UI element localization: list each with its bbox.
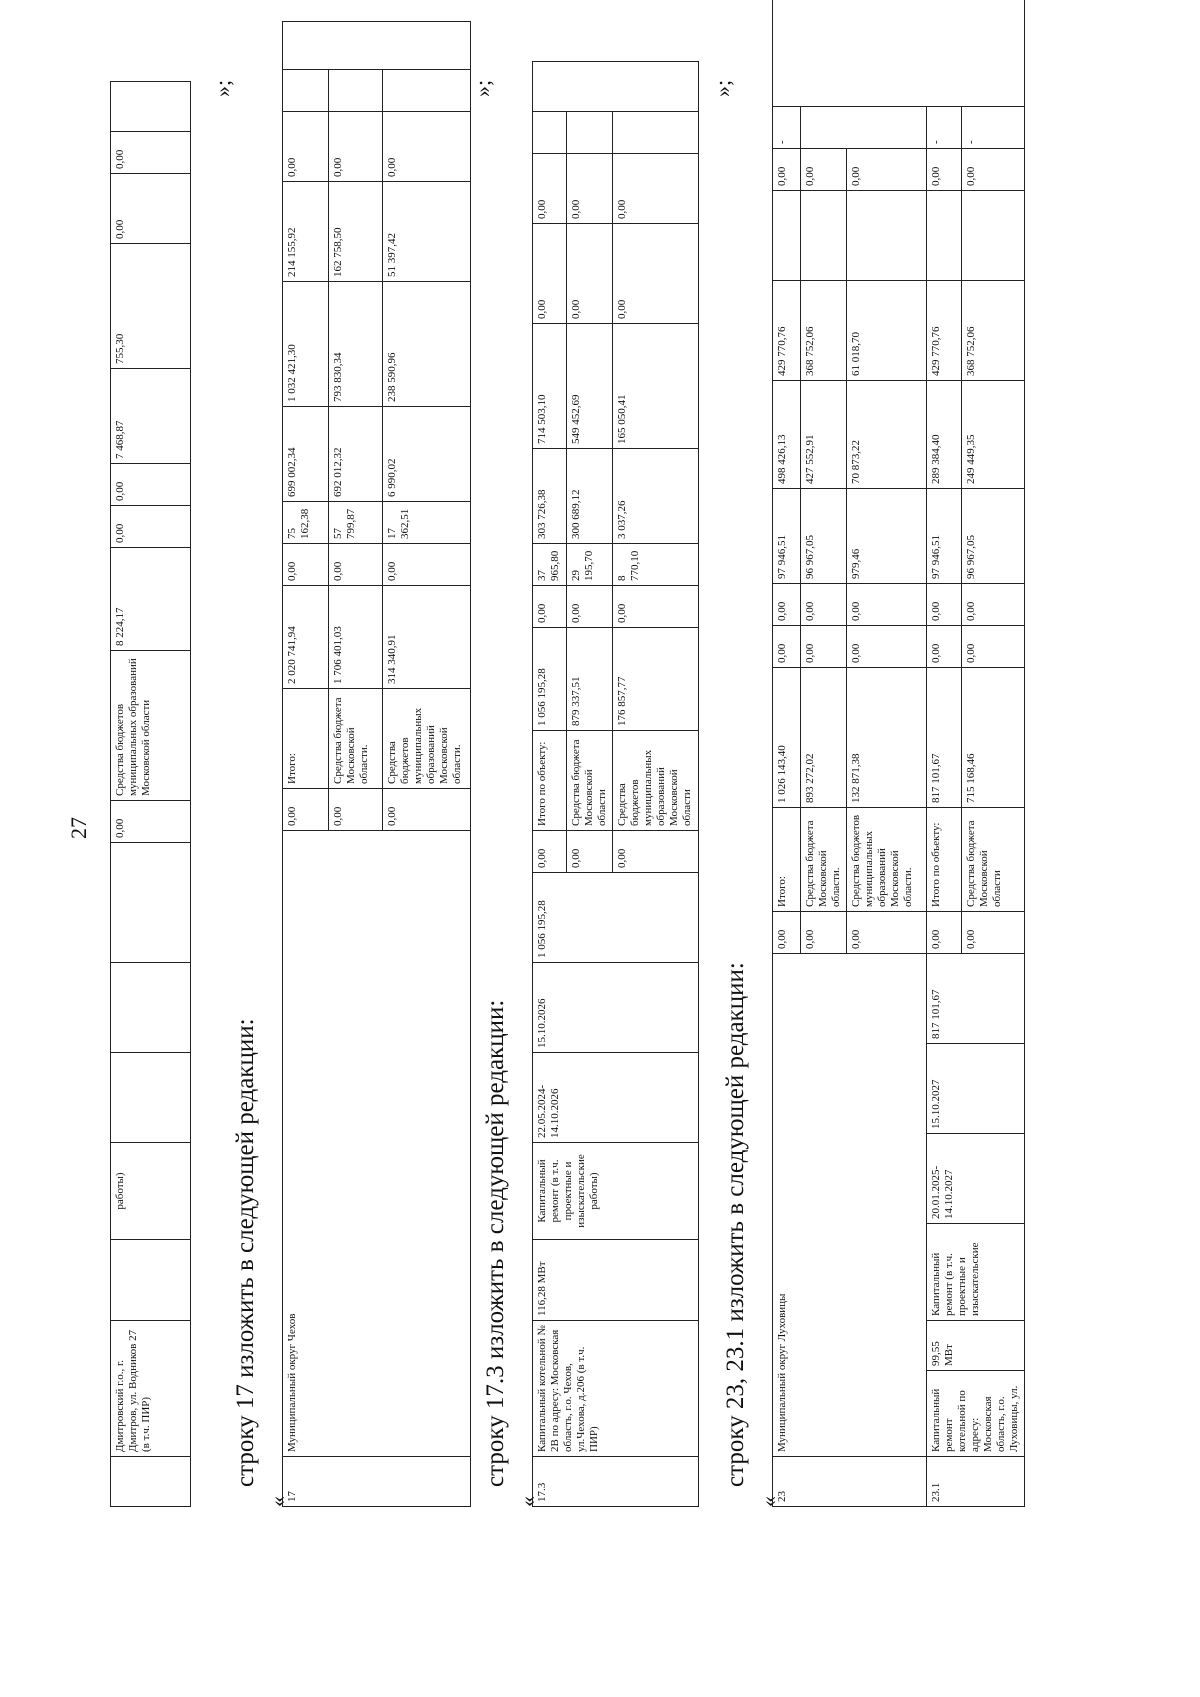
value-cell: 0,00 [847, 584, 927, 626]
row-number: 17 [283, 1457, 471, 1507]
value-cell: 0,00 [801, 584, 847, 626]
value-cell: 214 155,92 [283, 182, 329, 282]
share-cell: 0,00 [927, 912, 962, 954]
open-quote: « [756, 1496, 781, 1507]
value-cell: 498 426,13 [773, 381, 801, 489]
value-cell: 793 830,34 [329, 282, 383, 407]
share-cell: 0,00 [111, 801, 191, 843]
value-cell: 51 397,42 [383, 182, 471, 282]
dash-cell: - [962, 107, 1025, 149]
value-cell: 97 946,51 [927, 489, 962, 584]
section1-table [282, 21, 471, 1507]
source-cell: Средства бюджета Московской области. [801, 808, 847, 912]
value-cell: 0,00 [962, 584, 1025, 626]
source-cell: Итого по объекту: [927, 808, 962, 912]
work-cell: Капитальный ремонт (в т.ч. проектные и изыскательские работы) [533, 1143, 699, 1240]
value-cell: 0,00 [613, 154, 699, 224]
share-cell: 0,00 [773, 912, 801, 954]
value-cell: 0,00 [847, 626, 927, 668]
value-cell: 0,00 [567, 586, 613, 628]
value-cell: 0,00 [801, 149, 847, 191]
value-cell: 162 758,50 [329, 182, 383, 282]
value-cell: 97 946,51 [773, 489, 801, 584]
share-cell: 0,00 [847, 912, 927, 954]
deadline-cell: 15.10.2026 [533, 963, 699, 1053]
value-cell: 0,00 [773, 149, 801, 191]
value-cell: 549 452,69 [567, 324, 613, 449]
value-cell: 289 384,40 [927, 381, 962, 489]
total-cell: 132 871,38 [847, 668, 927, 808]
share-cell: 0,00 [283, 789, 329, 831]
object-cell: Капитальный котельной № 2В по адресу: Московская область, г.о. Чехов, ул.Чехова, д.206 (в т.ч. ПИР) [533, 1321, 699, 1457]
source-cell: Средства бюджетов муниципальных образований Московской области. [383, 689, 471, 789]
value-cell: 368 752,06 [962, 281, 1025, 381]
dash-cell: - [927, 107, 962, 149]
region-title: Муниципальный округ Чехов [283, 831, 471, 1457]
value-cell: 7 468,87 [111, 369, 191, 464]
value-cell: 0,00 [962, 149, 1025, 191]
value-cell: 1 032 421,30 [283, 282, 329, 407]
value-cell: 6 990,02 [383, 407, 471, 502]
section-heading: строку 17.3 изложить в следующей редакции: [482, 999, 509, 1487]
value-cell: 692 012,32 [329, 407, 383, 502]
value-cell: 3 037,26 [613, 449, 699, 544]
share-cell: 0,00 [567, 831, 613, 873]
value-cell: 0,00 [283, 544, 329, 586]
value-cell: 427 552,91 [801, 381, 847, 489]
open-quote: « [515, 1496, 540, 1507]
work-type-cell: работы) [111, 1143, 191, 1240]
value-cell: 0,00 [111, 464, 191, 506]
cost-cell: 817 101,67 [927, 954, 1025, 1044]
value-cell: 300 689,12 [567, 449, 613, 544]
value-cell: 755,30 [111, 244, 191, 369]
power-cell: 116,28 МВт [533, 1240, 699, 1321]
value-cell: 0,00 [773, 626, 801, 668]
cost-cell: 1 056 195,28 [533, 873, 699, 963]
value-cell: 61 018,70 [847, 281, 927, 381]
location-cell: Дмитровский г.о., г. Дмитров, ул. Водников 27 (в т.ч. ПИР) [111, 1321, 191, 1457]
value-cell: 368 752,06 [801, 281, 847, 381]
total-cell: 893 272,02 [801, 668, 847, 808]
total-cell: 176 857,77 [613, 628, 699, 731]
row-number: 23.1 [927, 1457, 1025, 1507]
source-cell: Итого: [773, 808, 801, 912]
row-number: 17.3 [533, 1457, 699, 1507]
source-cell: Средства бюджетов муниципальных образований Московской области. [847, 808, 927, 912]
source-cell: Средства бюджетов муниципальных образований Московской области [613, 731, 699, 831]
share-cell: 0,00 [383, 789, 471, 831]
section-heading: строку 23, 23.1 изложить в следующей редакции: [722, 962, 749, 1487]
page-number: 27 [66, 817, 91, 839]
value-cell: 0,00 [383, 112, 471, 182]
object-cell: Капитальный ремонт котельной по адресу: Московская область, г.о. Луховицы, ул. [927, 1371, 1025, 1457]
value-cell: 699 002,34 [283, 407, 329, 502]
work-cell: Капитальный ремонт (в т.ч. проектные и изыскательские [927, 1224, 1025, 1321]
value-cell: 0,00 [567, 154, 613, 224]
value-cell: 0,00 [533, 224, 567, 324]
value-cell: 714 503,10 [533, 324, 567, 449]
value-cell: 0,00 [329, 544, 383, 586]
value-cell: 303 726,38 [533, 449, 567, 544]
total-cell: 1 706 401,03 [329, 586, 383, 689]
share-cell: 0,00 [533, 831, 567, 873]
value-cell: 17 362,51 [383, 502, 471, 544]
value-cell: 0,00 [329, 112, 383, 182]
close-quote: »; [710, 79, 735, 97]
value-cell: 249 449,35 [962, 381, 1025, 489]
close-quote: »; [470, 79, 495, 97]
total-cell: 817 101,67 [927, 668, 962, 808]
value-cell: 75 162,38 [283, 502, 329, 544]
value-cell: 0,00 [773, 584, 801, 626]
total-cell: 2 020 741,94 [283, 586, 329, 689]
dash-cell: - [773, 107, 801, 149]
value-cell: 238 590,96 [383, 282, 471, 407]
value-cell: 70 873,22 [847, 381, 927, 489]
total-cell: 314 340,91 [383, 586, 471, 689]
value-cell: 0,00 [111, 506, 191, 548]
value-cell: 0,00 [283, 112, 329, 182]
close-quote: »; [210, 79, 235, 97]
value-cell: 0,00 [927, 626, 962, 668]
value-cell: 0,00 [613, 224, 699, 324]
section3-table [772, 0, 1025, 1507]
value-cell: 0,00 [927, 149, 962, 191]
value-cell: 96 967,05 [801, 489, 847, 584]
share-cell: 0,00 [613, 831, 699, 873]
value-cell: 0,00 [383, 544, 471, 586]
period-cell: 22.05.2024-14.10.2026 [533, 1053, 699, 1143]
source-cell: Итого по объекту: [533, 731, 567, 831]
region-title: Муниципальный округ Луховицы [773, 954, 927, 1457]
value-cell: 429 770,76 [927, 281, 962, 381]
total-cell: 1 056 195,28 [533, 628, 567, 731]
value-cell: 429 770,76 [773, 281, 801, 381]
value-cell: 0,00 [927, 584, 962, 626]
open-quote: « [265, 1496, 290, 1507]
value-cell: 165 050,41 [613, 324, 699, 449]
source-cell: Итого: [283, 689, 329, 789]
source-cell: Средства бюджета Московской области [567, 731, 613, 831]
share-cell: 0,00 [329, 789, 383, 831]
value-cell: 29 195,70 [567, 544, 613, 586]
value-cell: 57 799,87 [329, 502, 383, 544]
top-fragment-table [110, 81, 191, 1507]
source-cell: Средства бюджетов муниципальных образований Московской области [111, 651, 191, 801]
value-cell: 0,00 [613, 586, 699, 628]
total-cell: 1 026 143,40 [773, 668, 801, 808]
value-cell: 96 967,05 [962, 489, 1025, 584]
row-number: 23 [773, 1457, 927, 1507]
value-cell: 0,00 [111, 174, 191, 244]
total-cell: 715 168,46 [962, 668, 1025, 808]
section2-table [532, 61, 699, 1507]
value-cell: 979,46 [847, 489, 927, 584]
value-cell: 0,00 [533, 586, 567, 628]
total-cell: 8 224,17 [111, 548, 191, 651]
section-heading: строку 17 изложить в следующей редакции: [232, 1018, 259, 1487]
share-cell: 0,00 [801, 912, 847, 954]
value-cell: 0,00 [111, 132, 191, 174]
value-cell: 0,00 [847, 149, 927, 191]
value-cell: 0,00 [533, 154, 567, 224]
deadline-cell: 15.10.2027 [927, 1044, 1025, 1134]
value-cell: 0,00 [567, 224, 613, 324]
source-cell: Средства бюджета Московской области. [329, 689, 383, 789]
period-cell: 20.01.2025-14.10.2027 [927, 1134, 1025, 1224]
source-cell: Средства бюджета Московской области [962, 808, 1025, 912]
value-cell: 0,00 [801, 626, 847, 668]
value-cell: 8 770,10 [613, 544, 699, 586]
value-cell: 0,00 [962, 626, 1025, 668]
value-cell: 37 965,80 [533, 544, 567, 586]
share-cell: 0,00 [962, 912, 1025, 954]
total-cell: 879 337,51 [567, 628, 613, 731]
power-cell: 99,55 МВт [927, 1321, 1025, 1371]
